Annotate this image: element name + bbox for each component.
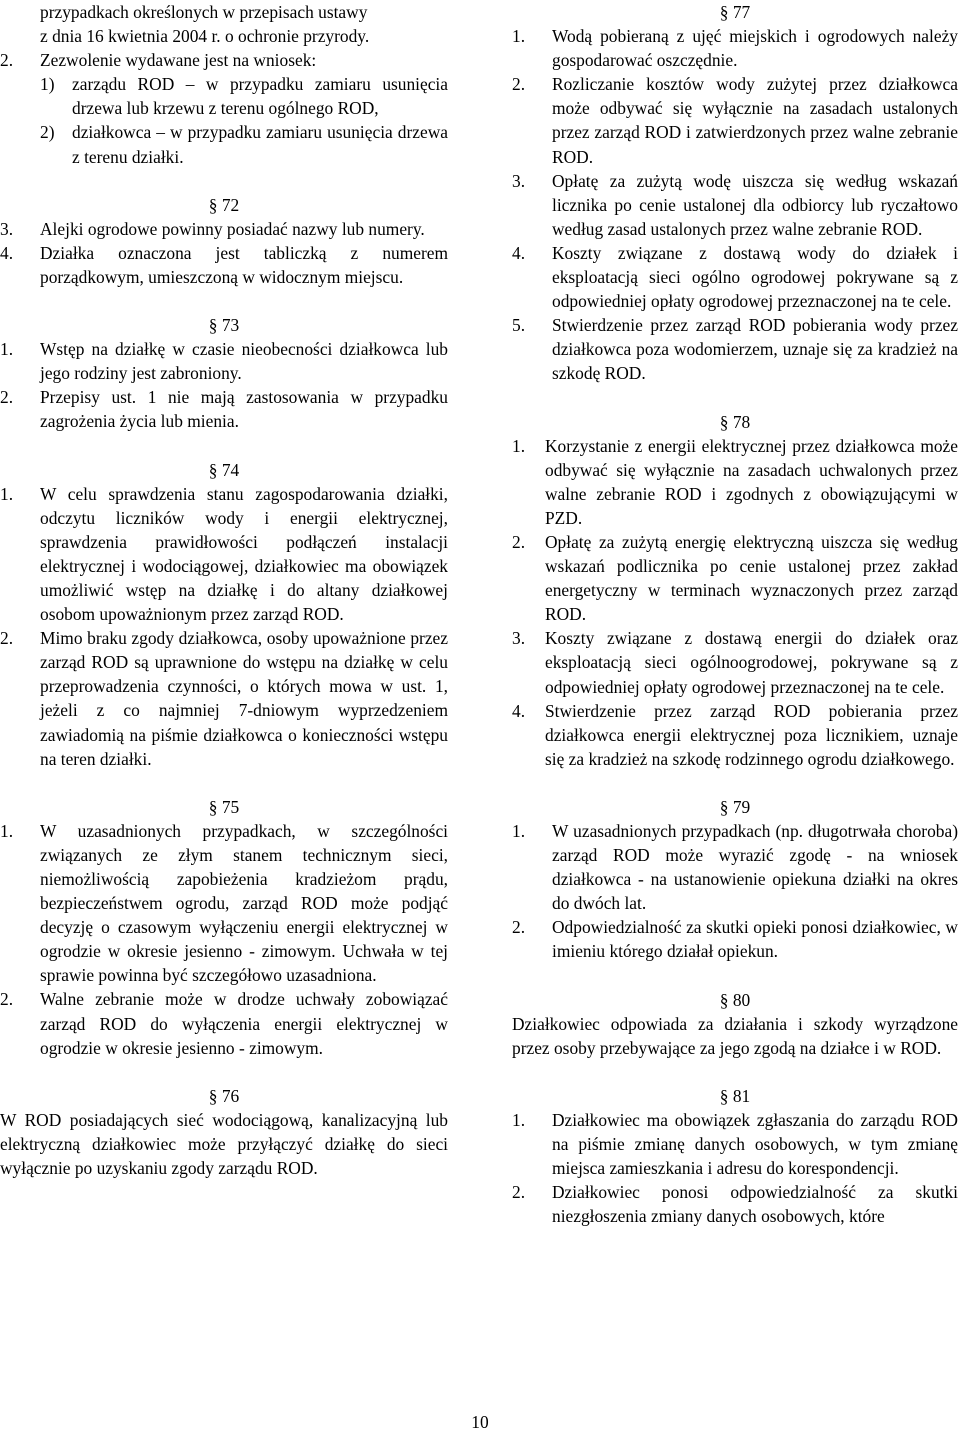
- section-78-item-1: [512, 434, 958, 530]
- right-column: [512, 0, 958, 1228]
- section-78-item-2: [512, 530, 958, 626]
- subpoint-text: działkowca – w przypadku zamiaru usunięcia drzewa z terenu działki.: [72, 122, 448, 167]
- section-73-item-1: [0, 337, 448, 385]
- item-text: Alejki ogrodowe powinny posiadać nazwy lub numery.: [40, 218, 425, 239]
- item-text: W uzasadnionych przypadkach, w szczególności związanych ze złym stanem technicznym sieci, niemożliwością zapobieżenia kradzieżom prądu, bezpieczeństwem ogrodu, zarząd ROD może podjąć decyzję o czasowym wyłączeniu energii elektrycznej w ogrodzie w okresie jesienno - zimowym. Uchwała w tej sprawie powinna być szczegółowo uzasadniona.: [40, 820, 448, 986]
- item-text: Rozliczanie kosztów wody zużytej przez działkowca może odbywać się wyłącznie na zasadach ustalonych przez zarząd ROD i zatwierdzonych przez walne zebranie ROD.: [552, 74, 958, 167]
- item-text: W celu sprawdzenia stanu zagospodarowania działki, odczytu liczników wody i energii elektrycznej, sprawdzenia prawidłowości podłączeń instalacji elektrycznej i wodociągowej, działkowiec ma obowiązek umożliwić wstęp na działkę i do altany działkowej osobom upoważnionym przez zarząd ROD.: [40, 483, 448, 625]
- subpoint-number: 1): [40, 74, 55, 95]
- subpoint-number: 2): [40, 122, 55, 143]
- item-number: 4.: [512, 242, 526, 263]
- item-text: Mimo braku zgody działkowca, osoby upoważnione przez zarząd ROD są uprawnione do wstępu na działkę w celu przeprowadzenia czynności, o których mowa w ust. 1, jeżeli z co najmniej 7-dniowym wyprzedzeniem zawiadomią na piśmie działkowca o konieczności wstępu na teren działki.: [40, 628, 448, 769]
- page-number: 10: [471, 1412, 489, 1432]
- item-number: 3.: [512, 170, 526, 191]
- item-text: Opłatę za zużytą wodę uiszcza się według wskazań licznika po cenie ustalonej dla odbiorcy lub ryczałtowo według zasad ustalonych przez walne zebranie ROD.: [552, 170, 958, 239]
- item-number: 1.: [512, 1109, 526, 1130]
- subpoint-2: [0, 120, 448, 168]
- item-text: Działka oznaczona jest tabliczką z numerem porządkowym, umieszczoną w widocznym miejscu.: [40, 242, 448, 287]
- section-81-item-1: [512, 1108, 958, 1180]
- item-number: 3.: [0, 218, 14, 239]
- item-text: Wodą pobieraną z ujęć miejskich i ogrodowych należy gospodarować oszczędnie.: [552, 26, 958, 71]
- section-73-heading: § 73: [208, 315, 240, 336]
- section-77-item-4: [512, 241, 958, 313]
- item-text: Działkowiec ma obowiązek zgłaszania do zarządu ROD na piśmie zmianę danych osobowych, w tym zmianę miejsca zamieszkania i adresu do korespondencji.: [552, 1109, 958, 1179]
- item-number: 1.: [0, 820, 14, 841]
- item-text: Walne zebranie może w drodze uchwały zobowiązać zarząd ROD do wyłączenia energii elektrycznej w ogrodzie w okresie jesienno - zimowym.: [40, 989, 448, 1058]
- section-80-heading: § 80: [719, 989, 751, 1010]
- section-77-item-3: [512, 169, 958, 241]
- section-77-item-2: [512, 72, 958, 168]
- item-number: 1.: [512, 821, 526, 841]
- section-77-item-5: [512, 313, 958, 385]
- item-text: W uzasadnionych przypadkach (np. długotrwała choroba) zarząd ROD może wyrazić zgodę - na wniosek działkowca - na ustanowienie opiekuna działki na okres do dwóch lat.: [552, 821, 958, 914]
- item-text: Stwierdzenie przez zarząd ROD pobierania przez działkowca energii elektrycznej poza licznikiem, uznaje się za kradzież na szkodę rodzinnego ogrodu działkowego.: [545, 700, 958, 769]
- section-72-item-4: [0, 241, 448, 289]
- item-number: 2.: [512, 74, 526, 95]
- section-74-heading: § 74: [208, 459, 240, 480]
- paragraph-2: [0, 48, 448, 72]
- item-text: Opłatę za zużytą energię elektryczną uiszcza się według wskazań podlicznika po cenie ustalonej przez zakład energetyczny w terminach wyznaczonych przez zarząd ROD.: [545, 531, 958, 625]
- section-72-heading: § 72: [208, 194, 240, 215]
- item-text: Wstęp na działkę w czasie nieobecności działkowca lub jego rodziny jest zabroniony.: [40, 339, 448, 384]
- section-79-item-2: [512, 915, 958, 963]
- section-72-item-3: [0, 217, 448, 241]
- section-77-item-1: [512, 24, 958, 72]
- section-80-text: Działkowiec odpowiada za działania i szkody wyrządzone przez osoby przebywające za jego zgodą na działce i w ROD.: [512, 1013, 958, 1058]
- section-75-item-2: [0, 987, 448, 1059]
- section-81-item-2: [512, 1180, 958, 1228]
- item-text: Koszty związane z dostawą wody do działek i eksploatacją sieci ogólno ogrodowej pokrywane są z odpowiedniej opłaty ogrodowej przeznaczonej na te cele.: [552, 242, 958, 312]
- section-75-heading: § 75: [208, 796, 240, 817]
- section-73-item-2: [0, 385, 448, 433]
- item-number: 2.: [0, 387, 14, 408]
- item-number: 1.: [512, 435, 526, 456]
- subpoint-text: zarządu ROD – w przypadku zamiaru usunięcia drzewa lub krzewu z terenu ogólnego ROD,: [72, 74, 448, 119]
- item-number: 1.: [0, 339, 14, 360]
- section-79-item-1: [512, 819, 958, 915]
- item-text: Korzystanie z energii elektrycznej przez działkowca może odbywać się wyłącznie na zasadach uchwalonych przez walne zebranie ROD i zgodnych z obowiązującymi w PZD.: [545, 435, 958, 528]
- item-text: Działkowiec ponosi odpowiedzialność za skutki niezgłoszenia zmiany danych osobowych, które: [552, 1182, 958, 1227]
- item-number: 2.: [0, 989, 14, 1010]
- item-text: Przepisy ust. 1 nie mają zastosowania w przypadku zagrożenia życia lub mienia.: [40, 387, 448, 432]
- item-number: 5.: [512, 315, 526, 336]
- section-77-heading: § 77: [719, 2, 751, 22]
- item-text: Odpowiedzialność za skutki opieki ponosi działkowiec, w imieniu którego działał opiekun.: [552, 917, 958, 962]
- section-76-heading: § 76: [208, 1085, 240, 1106]
- section-78-item-4: [512, 699, 958, 771]
- item-number: 1.: [0, 483, 14, 504]
- paragraph-text: Zezwolenie wydawane jest na wniosek:: [40, 50, 317, 71]
- item-text: Koszty związane z dostawą energii do działek oraz eksploatacją sieci ogólnoogrodowej, pokrywane są z odpowiedniej opłaty ogrodowej przeznaczonej na te cele.: [545, 628, 958, 697]
- item-number: 4.: [0, 242, 14, 263]
- intro-line-1: przypadkach określonych w przepisach ustawy: [40, 2, 368, 22]
- item-number: 3.: [512, 628, 526, 649]
- item-number: 2.: [512, 1182, 526, 1203]
- item-text: Stwierdzenie przez zarząd ROD pobierania wody przez działkowca poza wodomierzem, uznaje się za kradzież na szkodę ROD.: [552, 315, 958, 384]
- intro-line-2: z dnia 16 kwietnia 2004 r. o ochronie przyrody.: [40, 26, 370, 47]
- section-76-text: W ROD posiadających sieć wodociągową, kanalizacyjną lub elektryczną działkowiec może przyłączyć działkę do sieci wyłącznie po uzyskaniu zgody zarządu ROD.: [0, 1109, 448, 1179]
- section-78-heading: § 78: [719, 411, 751, 432]
- subpoint-1: [0, 72, 448, 120]
- item-number: 4.: [512, 700, 526, 721]
- item-number: 2.: [512, 531, 526, 552]
- section-79-heading: § 79: [719, 796, 751, 817]
- section-74-item-2: [0, 626, 448, 771]
- paragraph-number: 2.: [0, 50, 14, 71]
- item-number: 2.: [0, 628, 14, 649]
- section-81-heading: § 81: [719, 1085, 751, 1106]
- item-number: 1.: [512, 26, 526, 47]
- item-number: 2.: [512, 917, 526, 938]
- section-74-item-1: [0, 482, 448, 627]
- left-column: [0, 0, 448, 1180]
- section-78-item-3: [512, 626, 958, 698]
- section-75-item-1: [0, 819, 448, 988]
